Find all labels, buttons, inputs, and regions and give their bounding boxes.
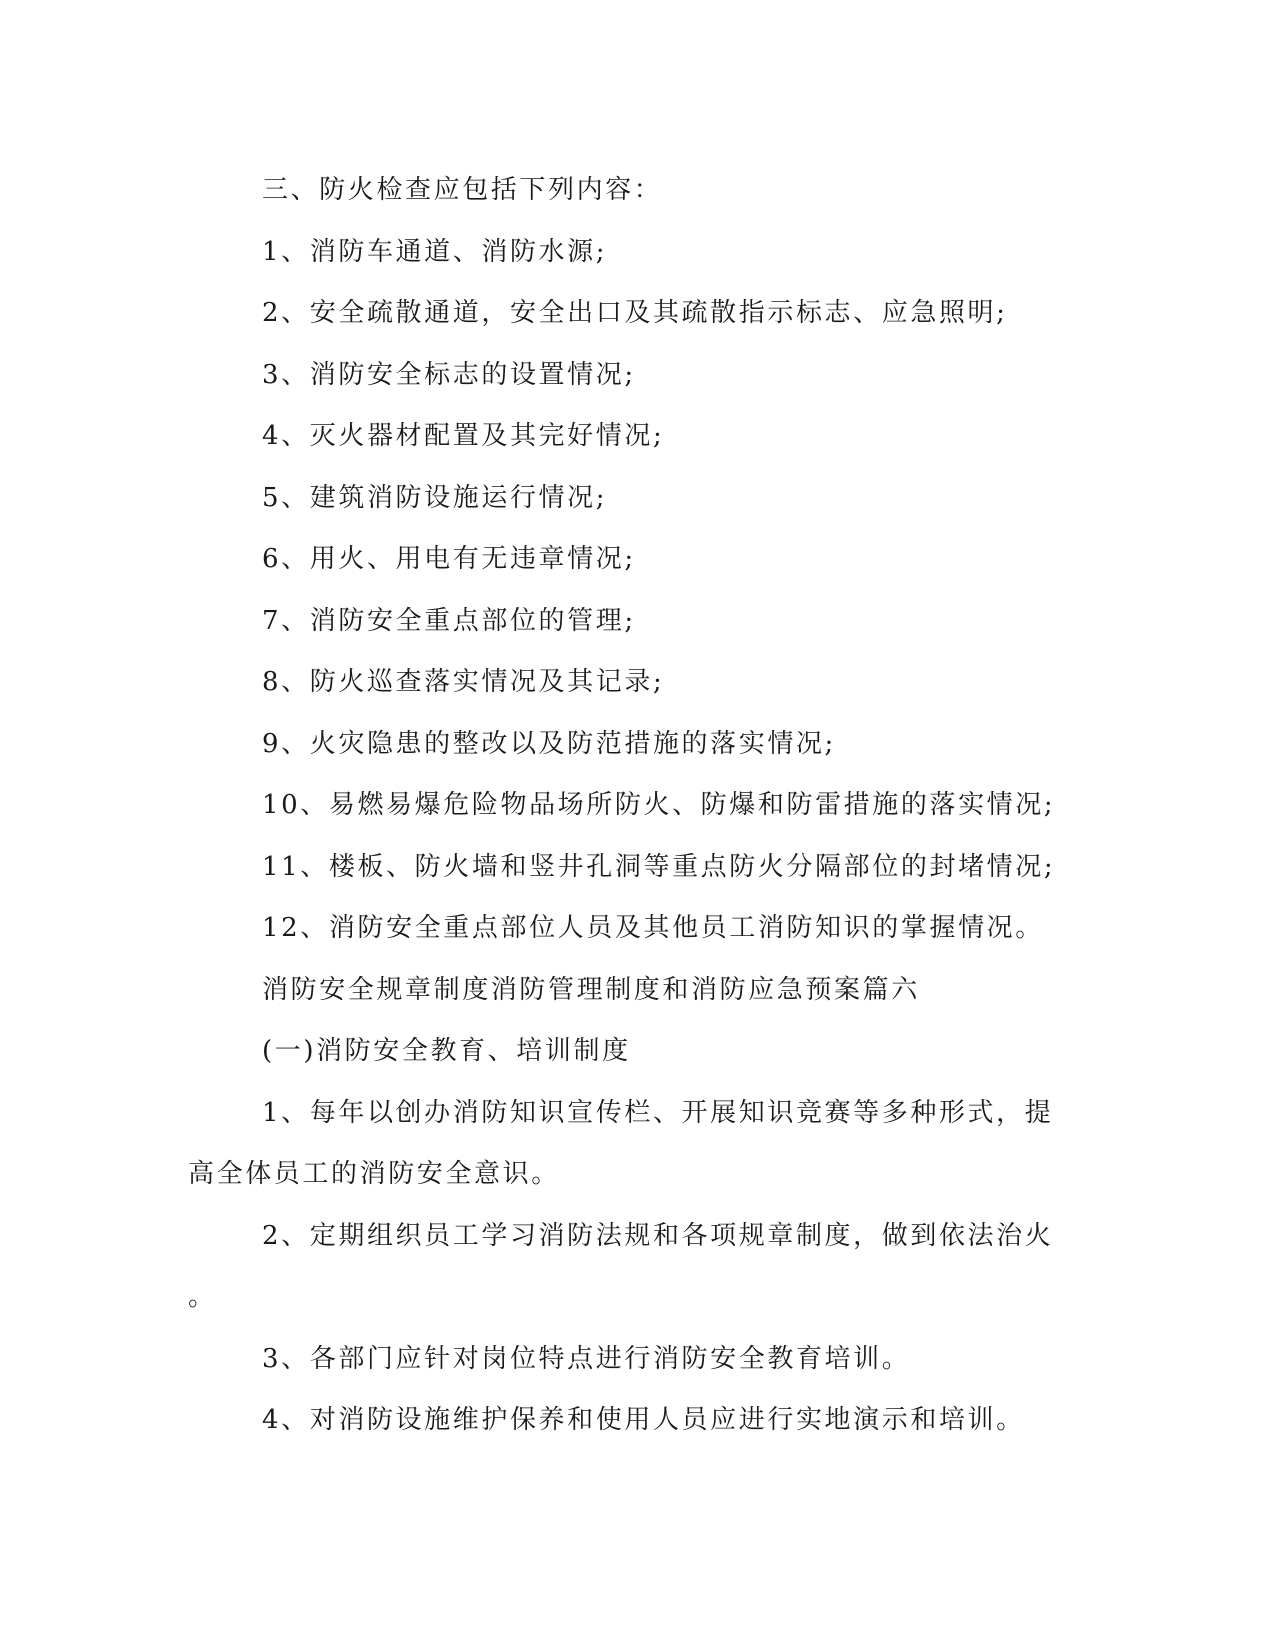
training-item-2-line-2: 。 xyxy=(188,1282,217,1312)
list-item: 5、建筑消防设施运行情况; xyxy=(262,482,608,513)
training-item-4: 4、对消防设施维护保养和使用人员应进行实地演示和培训。 xyxy=(262,1405,1025,1435)
list-item: 3、消防安全标志的设置情况; xyxy=(262,359,636,390)
list-item: 6、用火、用电有无违章情况; xyxy=(262,544,636,574)
list-item: 10、易燃易爆危险物品场所防火、防爆和防雷措施的落实情况; xyxy=(262,790,1056,820)
list-item: 4、灭火器材配置及其完好情况; xyxy=(262,421,665,451)
list-item: 8、防火巡查落实情况及其记录; xyxy=(262,667,665,697)
training-item-1-line-1: 1、每年以创办消防知识宣传栏、开展知识竞赛等多种形式，提 xyxy=(262,1097,1054,1128)
list-item: 11、楼板、防火墙和竖井孔洞等重点防火分隔部位的封堵情况; xyxy=(262,851,1056,882)
list-item: 7、消防安全重点部位的管理; xyxy=(262,605,636,636)
training-item-3: 3、各部门应针对岗位特点进行消防安全教育培训。 xyxy=(262,1343,911,1374)
list-item: 2、安全疏散通道，安全出口及其疏散指示标志、应急照明; xyxy=(262,298,1008,328)
list-item: 12、消防安全重点部位人员及其他员工消防知识的掌握情况。 xyxy=(262,913,1044,943)
list-item: 9、火灾隐患的整改以及防范措施的落实情况; xyxy=(262,728,836,759)
document-body xyxy=(188,160,1068,1452)
list-item: 1、消防车通道、消防水源; xyxy=(262,236,608,267)
section-heading: 三、防火检查应包括下列内容： xyxy=(262,175,663,205)
subsection-title: (一)消防安全教育、培训制度 xyxy=(262,1036,631,1066)
training-item-2-line-1: 2、定期组织员工学习消防法规和各项规章制度，做到依法治火 xyxy=(262,1220,1054,1251)
training-item-1-line-2: 高全体员工的消防安全意识。 xyxy=(188,1159,560,1189)
chapter-title: 消防安全规章制度消防管理制度和消防应急预案篇六 xyxy=(262,974,920,1005)
